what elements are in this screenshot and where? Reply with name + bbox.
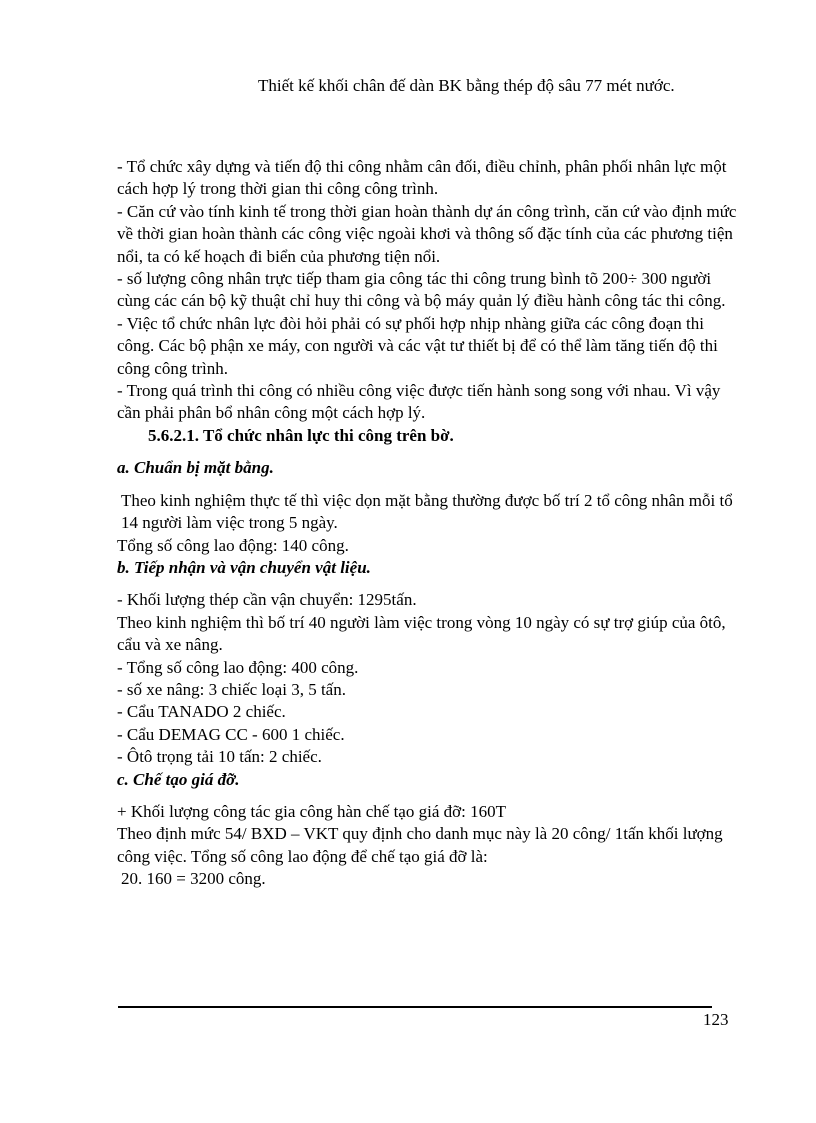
subsection-b-line: - Tổng số công lao động: 400 công. [117,657,359,677]
page-body [117,156,737,891]
subsection-b-line: - Cẩu DEMAG CC - 600 1 chiếc. [117,724,345,744]
subsection-c-title: c. Chế tạo giá đỡ. [117,769,240,789]
subsection-c-line: Theo định mức 54/ BXD – VKT quy định cho danh mục này là 20 công/ 1tấn khối lượng công việc. Tổng số công lao động để chế tạo giá đỡ là: [117,824,723,866]
subsection-b-line: - Khối lượng thép cần vận chuyển: 1295tấn. [117,590,417,610]
paragraph-coordination: - Việc tổ chức nhân lực đòi hỏi phải có sự phối hợp nhịp nhàng giữa các công đoạn thi công. Các bộ phận xe máy, con người và các vật tư thiết bị để có thể làm tăng tiến độ thi công công trình. [117,313,718,378]
section-heading: 5.6.2.1. Tổ chức nhân lực thi công trên bờ. [148,425,454,445]
subsection-c-line: + Khối lượng công tác gia công hàn chế tạo giá đỡ: 160T [117,801,506,821]
subsection-b-title: b. Tiếp nhận và vận chuyển vật liệu. [117,557,371,577]
paragraph-workforce: - số lượng công nhân trực tiếp tham gia công tác thi công trung bình tõ 200÷ 300 người cùng các cán bộ kỹ thuật chỉ huy thi công và bộ máy quản lý điều hành công tác thi công. [117,269,726,311]
paragraph-basis: - Căn cứ vào tính kinh tế trong thời gian hoàn thành dự án công trình, căn cứ vào định mức về thời gian hoàn thành các công việc ngoài khơi và thông số đặc tính của các phương tiện nổi, ta có kế hoạch đi biển của phương tiện nổi. [117,201,737,266]
running-header: Thiết kế khối chân đế dàn BK bằng thép độ sâu 77 mét nước. [258,76,675,95]
paragraph-allocation: - Trong quá trình thi công có nhiều công việc được tiến hành song song với nhau. Vì vậy cần phải phân bổ nhân công một cách hợp lý. [117,381,721,423]
subsection-b-line: - Cẩu TANADO 2 chiếc. [117,702,286,722]
subsection-b-line: Theo kinh nghiệm thì bố trí 40 người làm việc trong vòng 10 ngày có sự trợ giúp của ôtô, cẩu và xe nâng. [117,612,726,655]
subsection-a-title: a. Chuẩn bị mặt bằng. [117,458,274,478]
footer-divider [118,1006,712,1008]
page-number: 123 [703,1010,729,1029]
subsection-b-line: - số xe nâng: 3 chiếc loại 3, 5 tấn. [117,679,346,699]
subsection-b-line: - Ôtô trọng tải 10 tấn: 2 chiếc. [117,747,322,767]
subsection-c-line: 20. 160 = 3200 công. [121,869,266,889]
subsection-a-line: Theo kinh nghiệm thực tế thì việc dọn mặt bằng thường được bố trí 2 tổ công nhân mỗi tổ 14 người làm việc trong 5 ngày. [121,490,733,533]
paragraph-organization: - Tổ chức xây dựng và tiến độ thi công nhằm cân đối, điều chỉnh, phân phối nhân lực một cách hợp lý trong thời gian thi công công trình. [117,157,727,199]
subsection-a-line: Tổng số công lao động: 140 công. [117,535,349,555]
